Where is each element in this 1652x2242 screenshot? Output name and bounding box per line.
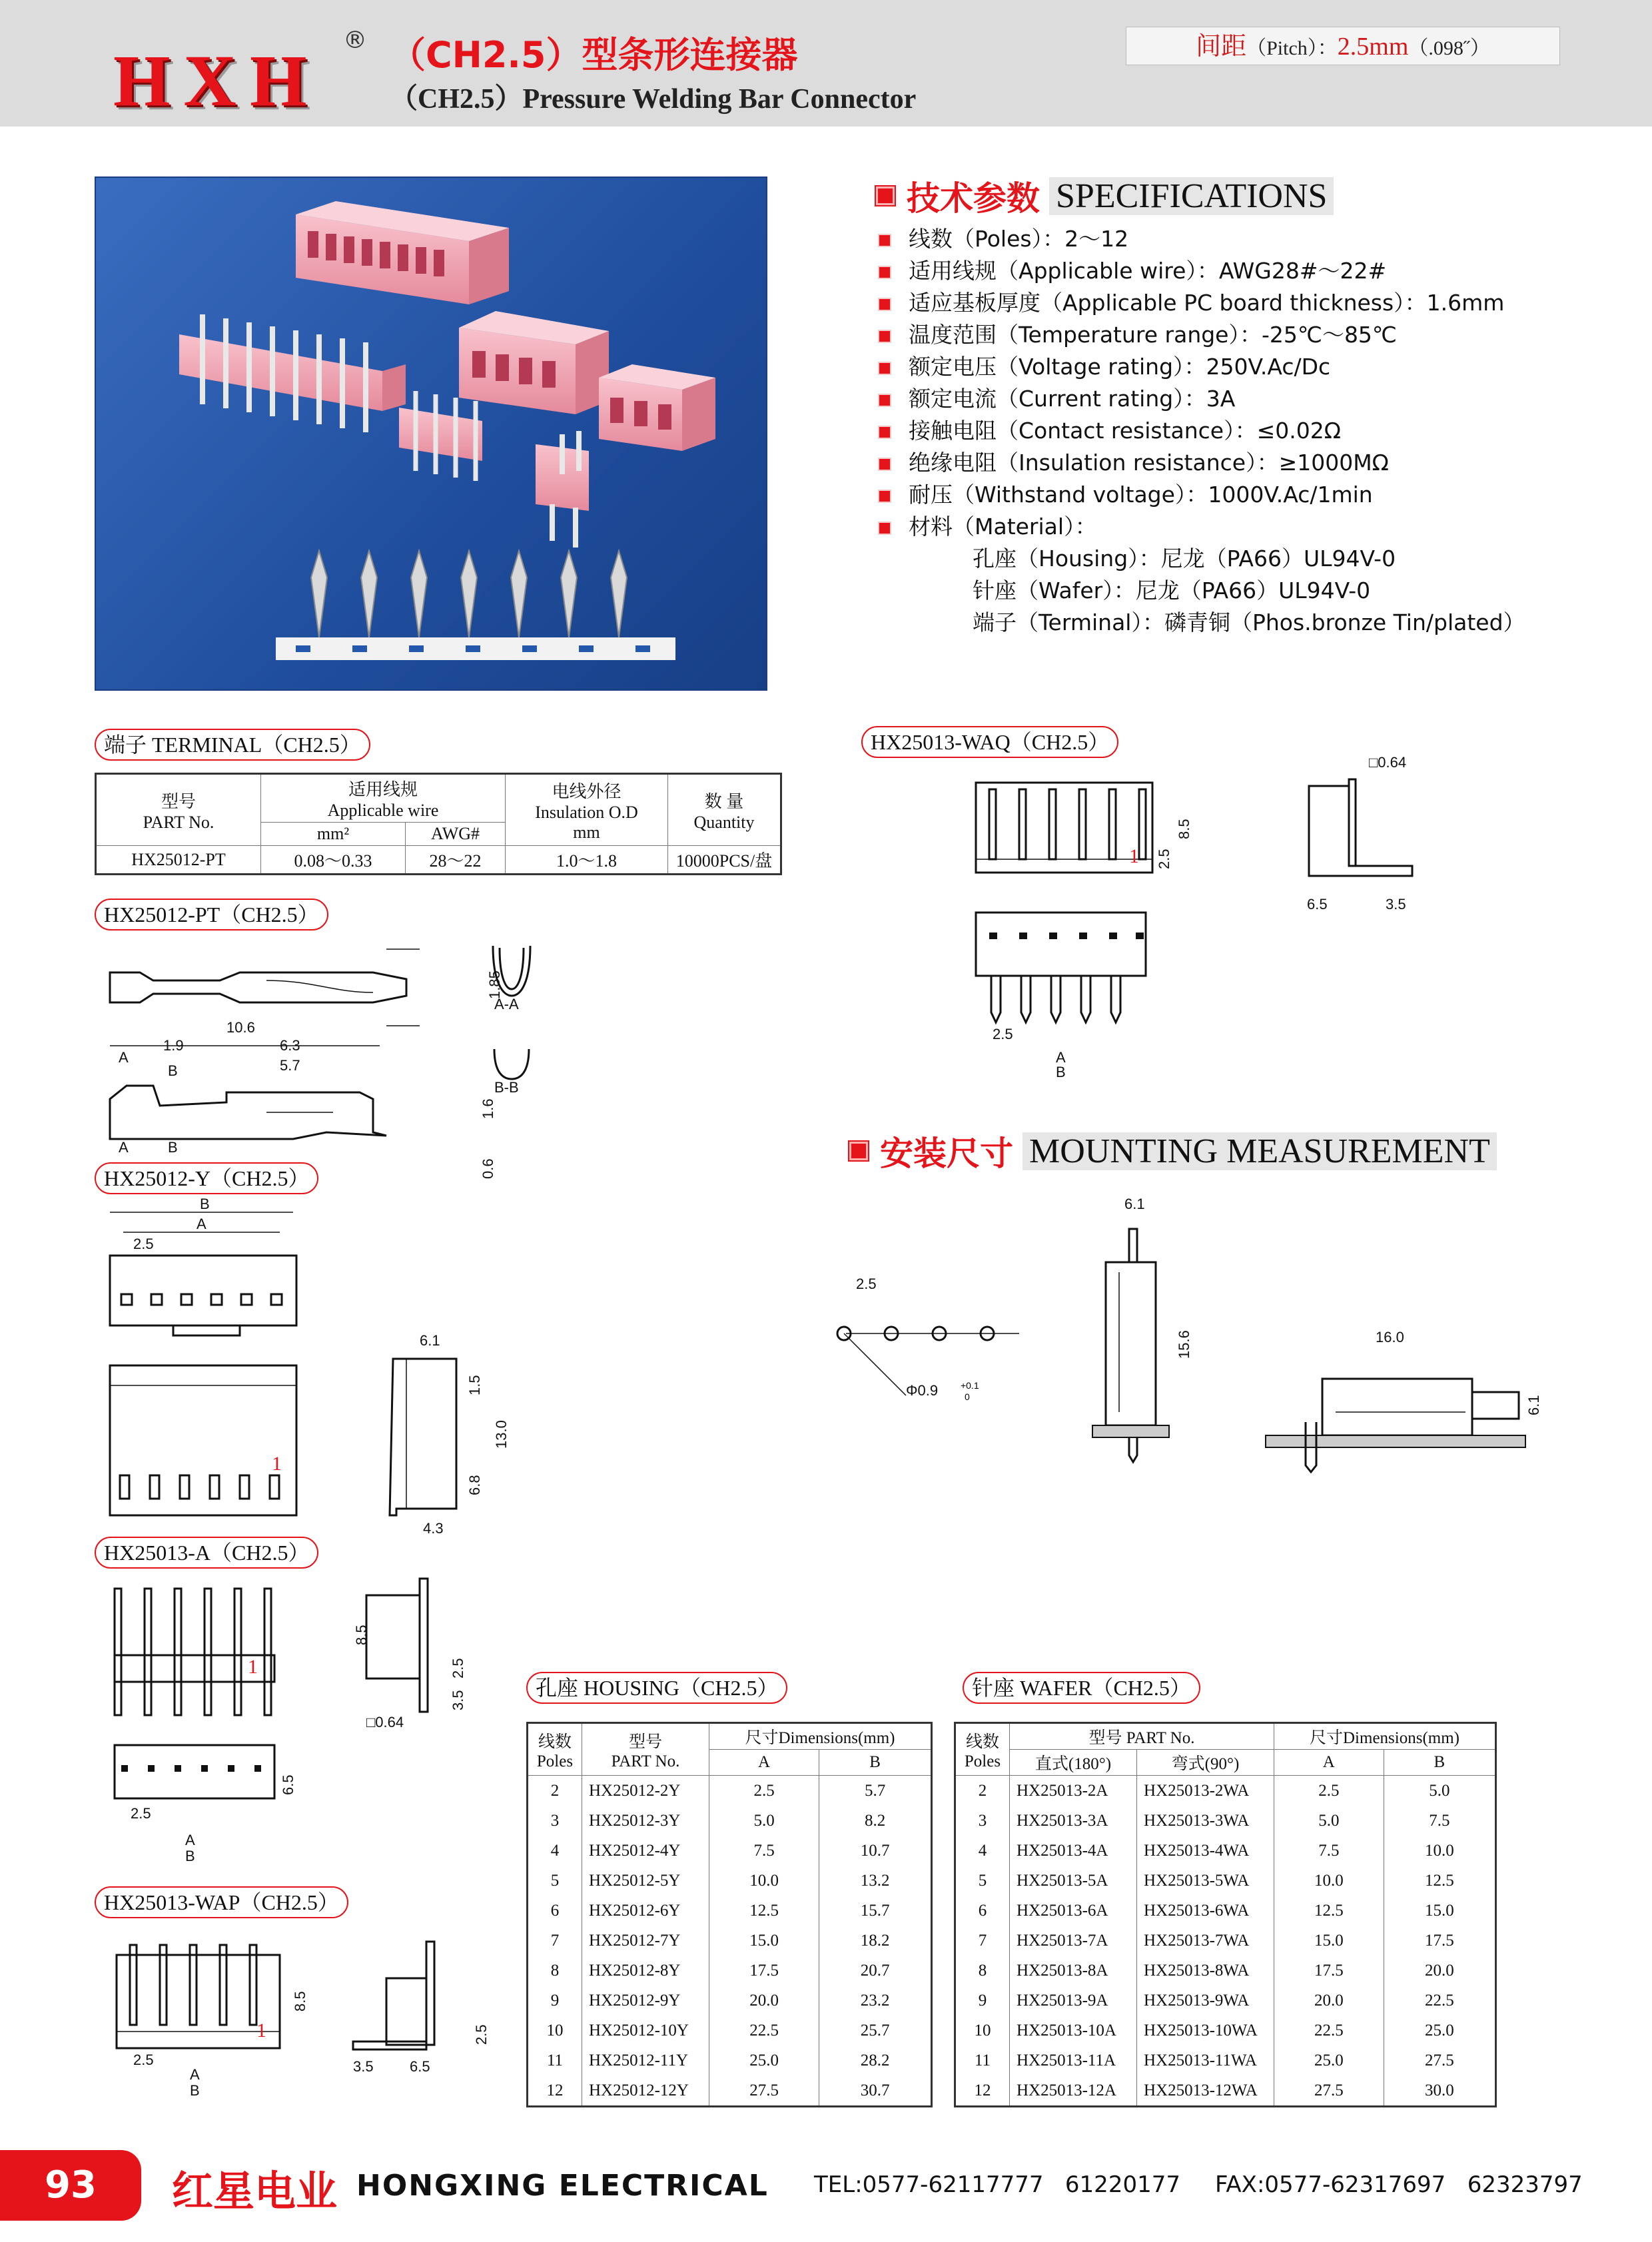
section-bb-shape bbox=[494, 1049, 529, 1079]
bullet-square-icon bbox=[849, 1142, 868, 1160]
table-cell: 9 bbox=[955, 1986, 1010, 2016]
terminal-top-view bbox=[110, 972, 406, 1002]
bullet-icon bbox=[878, 490, 891, 503]
bullet-icon bbox=[878, 394, 891, 407]
table-cell: HX25013-6WA bbox=[1137, 1896, 1274, 1926]
wafer-right-angle-photo bbox=[536, 431, 589, 548]
table-cell: 30.7 bbox=[819, 2075, 932, 2107]
hole-tolerance-bottom: 0 bbox=[965, 1391, 970, 1402]
th-part: 型号 PART No. bbox=[582, 1723, 709, 1776]
table-cell: 6 bbox=[528, 1896, 582, 1926]
table-row bbox=[955, 1986, 1496, 2016]
table-row bbox=[528, 2046, 932, 2075]
table-cell: 15.0 bbox=[1384, 1896, 1495, 1926]
spec-material: 针座（Wafer）：尼龙（PA66）UL94V-0 bbox=[973, 577, 1371, 603]
table-cell: 8.2 bbox=[819, 1806, 932, 1836]
housing-12pin-photo bbox=[296, 201, 509, 304]
table-cell: HX25013-6A bbox=[1010, 1896, 1137, 1926]
spec-item: 额定电流（Current rating）：3A bbox=[878, 383, 1525, 415]
page-number: 93 bbox=[0, 2150, 141, 2221]
table-cell: 4 bbox=[955, 1836, 1010, 1866]
table-cell: 5.0 bbox=[1274, 1806, 1384, 1836]
th-dimensions: 尺寸Dimensions(mm) bbox=[709, 1723, 932, 1750]
table-cell: 5.0 bbox=[709, 1806, 819, 1836]
waq-bottom-view bbox=[976, 913, 1146, 976]
table-cell: 6 bbox=[955, 1896, 1010, 1926]
table-cell: HX25013-5A bbox=[1010, 1866, 1137, 1896]
table-row bbox=[955, 2075, 1496, 2107]
dim-b: B bbox=[200, 1196, 210, 1212]
straight-width-dim: 6.1 bbox=[1124, 1196, 1145, 1212]
spec-material: 端子（Terminal）：磷青铜（Phos.bronze Tin/plated） bbox=[973, 609, 1525, 635]
connector-photo-illustration bbox=[96, 178, 766, 689]
table-cell: 20.0 bbox=[1384, 1956, 1495, 1986]
bullet-icon bbox=[878, 266, 891, 279]
dim-pitch: 2.5 bbox=[993, 1026, 1013, 1042]
th-part: 型号 PART No. bbox=[96, 774, 261, 846]
table-cell: HX25013-8A bbox=[1010, 1956, 1137, 1986]
table-row bbox=[528, 1896, 932, 1926]
table-cell: 25.0 bbox=[1384, 2016, 1495, 2046]
table-cell: 8 bbox=[955, 1956, 1010, 1986]
th-bent: 弯式(90°) bbox=[1137, 1750, 1274, 1776]
straight-height-dim: 15.6 bbox=[1176, 1330, 1192, 1359]
table-cell: HX25012-11Y bbox=[582, 2046, 709, 2075]
table-cell: 27.5 bbox=[1384, 2046, 1495, 2075]
dim-2-5: 2.5 bbox=[450, 1658, 466, 1679]
table-cell: 12.5 bbox=[709, 1896, 819, 1926]
wafer-label: 针座 WAFER（CH2.5） bbox=[963, 1672, 1200, 1704]
housing-front-view bbox=[110, 1365, 296, 1515]
table-cell: 7 bbox=[528, 1926, 582, 1956]
table-row bbox=[955, 1776, 1496, 1806]
dim-6-3: 6.3 bbox=[280, 1037, 300, 1054]
table-cell: 30.0 bbox=[1384, 2075, 1495, 2107]
table-cell: 22.5 bbox=[1274, 2016, 1384, 2046]
table-cell: 11 bbox=[528, 2046, 582, 2075]
table-cell: 17.5 bbox=[1274, 1956, 1384, 1986]
dim-6-5: 6.5 bbox=[410, 2058, 430, 2075]
wafer-side-view bbox=[366, 1595, 420, 1679]
table-row bbox=[955, 1836, 1496, 1866]
table-cell: 23.2 bbox=[819, 1986, 932, 2016]
table-cell: HX25012-3Y bbox=[582, 1806, 709, 1836]
y-label: HX25012-Y（CH2.5） bbox=[95, 1162, 318, 1194]
dim-3-5: 3.5 bbox=[353, 2058, 374, 2075]
table-cell: 2 bbox=[955, 1776, 1010, 1806]
housing-drawing bbox=[93, 1196, 526, 1549]
table-row bbox=[955, 1866, 1496, 1896]
specifications-list bbox=[878, 223, 1525, 639]
table-cell: 17.5 bbox=[1384, 1926, 1495, 1956]
terminal-side-view bbox=[110, 1086, 386, 1139]
bullet-icon bbox=[878, 522, 891, 535]
bullet-icon bbox=[878, 330, 891, 343]
pitch-value: 2.5mm bbox=[1337, 33, 1409, 61]
mounting-title-en: MOUNTING MEASUREMENT bbox=[1023, 1132, 1497, 1170]
hole-pitch-dim: 2.5 bbox=[856, 1276, 877, 1292]
table-cell: HX25012-12Y bbox=[582, 2075, 709, 2107]
table-cell: 9 bbox=[528, 1986, 582, 2016]
telephone: TEL:0577-62117777 61220177 bbox=[814, 2171, 1180, 2198]
table-cell: HX25013-4WA bbox=[1137, 1836, 1274, 1866]
spec-title-en: SPECIFICATIONS bbox=[1049, 177, 1334, 215]
sec-a-mark: A bbox=[119, 1049, 129, 1066]
table-row bbox=[528, 2075, 932, 2107]
housing-side-view bbox=[390, 1359, 456, 1515]
spec-title-cn: 技术参数 bbox=[907, 179, 1040, 218]
th-od: 电线外径 Insulation O.D mm bbox=[506, 774, 668, 846]
dim-8-5: 8.5 bbox=[292, 1991, 308, 2012]
hole-diameter: Φ0.9 bbox=[906, 1382, 939, 1399]
table-row bbox=[955, 1896, 1496, 1926]
product-photo bbox=[95, 177, 767, 691]
pin-one-mark: 1 bbox=[272, 1453, 282, 1475]
th-poles: 线数 Poles bbox=[528, 1723, 582, 1776]
housing-3pin-photo bbox=[599, 364, 715, 451]
pitch-box bbox=[1126, 27, 1560, 65]
cross-sections bbox=[480, 942, 560, 1102]
wafer-table bbox=[954, 1722, 1497, 2107]
wap-side-view bbox=[386, 1978, 426, 2045]
table-cell: HX25013-4A bbox=[1010, 1836, 1137, 1866]
table-cell: HX25012-8Y bbox=[582, 1956, 709, 1986]
table-cell: HX25013-7WA bbox=[1137, 1926, 1274, 1956]
dim-8-5: 8.5 bbox=[1176, 819, 1192, 839]
table-cell: 18.2 bbox=[819, 1926, 932, 1956]
a-label: HX25013-A（CH2.5） bbox=[95, 1537, 318, 1569]
table-row bbox=[528, 1806, 932, 1836]
wafer-top-view bbox=[115, 1745, 274, 1798]
th-poles: 线数 Poles bbox=[955, 1723, 1010, 1776]
pitch-label: （Pitch）： bbox=[1246, 37, 1338, 59]
dim-1-9: 1.9 bbox=[163, 1037, 184, 1054]
dim-10-6: 10.6 bbox=[226, 1019, 255, 1036]
table-cell: 5.7 bbox=[819, 1776, 932, 1806]
fax: FAX:0577-62317697 62323797 bbox=[1214, 2171, 1583, 2198]
spec-item: 绝缘电阻（Insulation resistance）：≥1000MΩ bbox=[878, 447, 1525, 479]
table-cell: 22.5 bbox=[709, 2016, 819, 2046]
th-part: 型号 PART No. bbox=[1010, 1723, 1274, 1750]
spec-item: 耐压（Withstand voltage）：1000V.Ac/1min bbox=[878, 479, 1525, 511]
straight-wafer-mounted bbox=[1106, 1262, 1156, 1425]
th-mm2: mm² bbox=[261, 823, 406, 846]
mounting-drawing bbox=[819, 1192, 1552, 1485]
table-cell: HX25012-9Y bbox=[582, 1986, 709, 2016]
dim-a: A bbox=[190, 2066, 200, 2083]
spec-item: 温度范围（Temperature range）：-25℃～85℃ bbox=[878, 319, 1525, 351]
dim-2-5-side: 2.5 bbox=[473, 2024, 490, 2045]
th-a: A bbox=[1274, 1750, 1384, 1776]
dim-2-5: 2.5 bbox=[133, 2052, 154, 2068]
pitch-inch: （.098˝） bbox=[1408, 37, 1490, 59]
dim-8-5: 8.5 bbox=[353, 1625, 370, 1645]
wafer-wap-drawing bbox=[93, 1938, 526, 2111]
title-chinese: （CH2.5）型条形连接器 bbox=[390, 34, 798, 76]
spec-item: 额定电压（Voltage rating）：250V.Ac/Dc bbox=[878, 351, 1525, 383]
th-dimensions: 尺寸Dimensions(mm) bbox=[1274, 1723, 1496, 1750]
table-cell: 12 bbox=[528, 2075, 582, 2107]
table-cell: HX25012-7Y bbox=[582, 1926, 709, 1956]
table-cell: 12.5 bbox=[1384, 1866, 1495, 1896]
table-cell: 15.0 bbox=[1274, 1926, 1384, 1956]
brand-english: HONGXING ELECTRICAL bbox=[356, 2169, 769, 2203]
table-row: HX25012-PT 0.08～0.33 28～22 1.0～1.8 10000PCS/盘 bbox=[96, 846, 781, 875]
wafer-table-body bbox=[955, 1776, 1496, 2107]
pitch-cn: 间距 bbox=[1196, 31, 1247, 61]
table-cell: 5 bbox=[528, 1866, 582, 1896]
bullet-icon bbox=[878, 458, 891, 471]
table-cell: 5.0 bbox=[1384, 1776, 1495, 1806]
dim-6-5: 6.5 bbox=[280, 1774, 296, 1795]
th-straight: 直式(180°) bbox=[1010, 1750, 1137, 1776]
dim-6-5: 6.5 bbox=[1307, 896, 1328, 913]
wafer-4pin-photo bbox=[399, 391, 482, 481]
waq-side-view bbox=[1309, 786, 1412, 876]
table-cell: 3 bbox=[528, 1806, 582, 1836]
table-cell: 10.0 bbox=[1274, 1866, 1384, 1896]
pt-label: HX25012-PT（CH2.5） bbox=[95, 899, 328, 931]
table-cell: 25.0 bbox=[1274, 2046, 1384, 2075]
dim-0-64: □0.64 bbox=[1369, 754, 1407, 771]
table-cell: 15.0 bbox=[709, 1926, 819, 1956]
section-bb-label: B-B bbox=[494, 1079, 519, 1096]
table-cell: HX25013-3WA bbox=[1137, 1806, 1274, 1836]
table-cell: HX25013-7A bbox=[1010, 1926, 1137, 1956]
table-cell: HX25012-4Y bbox=[582, 1836, 709, 1866]
wafer-waq-drawing bbox=[959, 753, 1485, 1099]
terminal-label: 端子 TERMINAL（CH2.5） bbox=[95, 729, 370, 761]
table-cell: 10 bbox=[955, 2016, 1010, 2046]
dim-6-1: 6.1 bbox=[420, 1332, 440, 1349]
dim-0-64: □0.64 bbox=[366, 1714, 404, 1730]
table-cell: 17.5 bbox=[709, 1956, 819, 1986]
brand-chinese: 红星电业 bbox=[172, 2167, 338, 2215]
table-cell: 11 bbox=[955, 2046, 1010, 2075]
table-cell: 10 bbox=[528, 2016, 582, 2046]
dim-1-5: 1.5 bbox=[466, 1375, 483, 1395]
table-row bbox=[528, 1986, 932, 2016]
th-wire: 适用线规 Applicable wire bbox=[261, 774, 506, 823]
table-cell: 22.5 bbox=[1384, 1986, 1495, 2016]
housing-top-view bbox=[110, 1256, 296, 1325]
spec-item: 适应基板厚度（Applicable PC board thickness）：1.6mm bbox=[878, 287, 1525, 319]
contact-info bbox=[814, 2171, 1583, 2198]
table-cell: 3 bbox=[955, 1806, 1010, 1836]
table-cell: 12 bbox=[955, 2075, 1010, 2107]
table-cell: 28.2 bbox=[819, 2046, 932, 2075]
dim-b: B bbox=[1056, 1064, 1066, 1080]
table-cell: HX25013-12A bbox=[1010, 2075, 1137, 2107]
sec-b-mark-2: B bbox=[168, 1139, 178, 1156]
table-cell: HX25013-11A bbox=[1010, 2046, 1137, 2075]
bullet-icon bbox=[878, 362, 891, 375]
terminal-strip-photo bbox=[276, 551, 675, 660]
table-row bbox=[528, 1926, 932, 1956]
specifications-heading bbox=[876, 172, 1334, 218]
table-cell: 20.0 bbox=[709, 1986, 819, 2016]
spec-item: 线数（Poles）：2～12 bbox=[878, 223, 1525, 255]
mounting-heading bbox=[849, 1127, 1497, 1175]
wafer-straight-drawing bbox=[93, 1572, 526, 1865]
table-cell: 15.7 bbox=[819, 1896, 932, 1926]
dim-b: B bbox=[190, 2082, 200, 2099]
table-cell: 7.5 bbox=[709, 1836, 819, 1866]
spec-item: 接触电阻（Contact resistance）：≤0.02Ω bbox=[878, 415, 1525, 447]
table-row bbox=[955, 2046, 1496, 2075]
right-angle-length-dim: 16.0 bbox=[1376, 1329, 1404, 1345]
wap-label: HX25013-WAP（CH2.5） bbox=[95, 1886, 348, 1918]
bullet-icon bbox=[878, 234, 891, 247]
bullet-square-icon bbox=[876, 187, 895, 205]
dim-a: A bbox=[185, 1832, 195, 1848]
table-cell: 25.7 bbox=[819, 2016, 932, 2046]
table-row bbox=[955, 1956, 1496, 1986]
dim-4-3: 4.3 bbox=[423, 1520, 444, 1537]
table-cell: 20.0 bbox=[1274, 1986, 1384, 2016]
pcb-board bbox=[1092, 1425, 1169, 1437]
table-row bbox=[528, 1836, 932, 1866]
table-cell: 20.7 bbox=[819, 1956, 932, 1986]
table-cell: 27.5 bbox=[1274, 2075, 1384, 2107]
th-qty: 数 量 Quantity bbox=[668, 774, 781, 846]
spec-item: 材料（Material）： bbox=[878, 511, 1525, 543]
table-row bbox=[528, 1866, 932, 1896]
contact-spring bbox=[266, 980, 373, 992]
table-cell: 10.0 bbox=[1384, 1836, 1495, 1866]
table-cell: 5 bbox=[955, 1866, 1010, 1896]
right-angle-wafer-mounted bbox=[1322, 1379, 1472, 1435]
title-english: （CH2.5）Pressure Welding Bar Connector bbox=[390, 84, 917, 115]
table-cell: HX25013-8WA bbox=[1137, 1956, 1274, 1986]
table-cell: HX25012-6Y bbox=[582, 1896, 709, 1926]
dim-3-5: 3.5 bbox=[1386, 896, 1406, 913]
company-logo: HXH bbox=[113, 40, 320, 121]
table-cell: 27.5 bbox=[709, 2075, 819, 2107]
wap-front-view bbox=[117, 1955, 280, 2048]
dim-5-7: 5.7 bbox=[280, 1057, 300, 1074]
pin-one-mark: 1 bbox=[248, 1656, 258, 1678]
waq-label: HX25013-WAQ（CH2.5） bbox=[861, 726, 1118, 758]
table-row bbox=[955, 1806, 1496, 1836]
table-cell: HX25012-2Y bbox=[582, 1776, 709, 1806]
table-row bbox=[528, 2016, 932, 2046]
housing-4pin-photo bbox=[459, 311, 609, 414]
mounting-title-cn: 安装尺寸 bbox=[880, 1134, 1013, 1173]
table-cell: HX25013-5WA bbox=[1137, 1866, 1274, 1896]
table-cell: HX25013-12WA bbox=[1137, 2075, 1274, 2107]
spec-material: 孔座（Housing）：尼龙（PA66）UL94V-0 bbox=[973, 546, 1396, 571]
dim-3-5: 3.5 bbox=[450, 1690, 466, 1710]
housing-table-body bbox=[528, 1776, 932, 2107]
right-angle-height-dim: 6.1 bbox=[1525, 1395, 1542, 1415]
table-cell: 2.5 bbox=[1274, 1776, 1384, 1806]
table-cell: 12.5 bbox=[1274, 1896, 1384, 1926]
table-cell: 10.7 bbox=[819, 1836, 932, 1866]
dim-2-5: 2.5 bbox=[133, 1236, 154, 1252]
table-cell: 4 bbox=[528, 1836, 582, 1866]
bullet-icon bbox=[878, 426, 891, 439]
table-row bbox=[528, 1776, 932, 1806]
table-cell: HX25012-10Y bbox=[582, 2016, 709, 2046]
hole-tolerance-top: +0.1 bbox=[961, 1380, 979, 1391]
th-awg: AWG# bbox=[406, 823, 506, 846]
dim-pitch: 2.5 bbox=[131, 1805, 151, 1822]
th-a: A bbox=[709, 1750, 819, 1776]
table-cell: 8 bbox=[528, 1956, 582, 1986]
dim-0-6: 0.6 bbox=[480, 1158, 496, 1179]
table-cell: 7 bbox=[955, 1926, 1010, 1956]
wafer-12pin-photo bbox=[179, 314, 406, 432]
table-cell: 2 bbox=[528, 1776, 582, 1806]
dim-a: A bbox=[197, 1216, 206, 1232]
dim-6-8: 6.8 bbox=[466, 1475, 483, 1495]
table-cell: 7.5 bbox=[1384, 1806, 1495, 1836]
table-cell: HX25013-2A bbox=[1010, 1776, 1137, 1806]
table-cell: HX25013-3A bbox=[1010, 1806, 1137, 1836]
th-b: B bbox=[819, 1750, 932, 1776]
registered-mark: ® bbox=[343, 27, 367, 54]
table-row bbox=[528, 1956, 932, 1986]
table-row bbox=[955, 1926, 1496, 1956]
housing-table bbox=[526, 1722, 933, 2107]
dim-2-5: 2.5 bbox=[1156, 849, 1172, 869]
pin-one-mark: 1 bbox=[1129, 845, 1139, 867]
dim-1-85: 1.85 bbox=[486, 970, 503, 999]
bullet-icon bbox=[878, 298, 891, 311]
section-aa-label: A-A bbox=[494, 996, 519, 1012]
terminal-table bbox=[95, 773, 782, 875]
table-cell: HX25013-9WA bbox=[1137, 1986, 1274, 2016]
dim-13-0: 13.0 bbox=[493, 1420, 510, 1449]
table-cell: HX25013-9A bbox=[1010, 1986, 1137, 2016]
pin-one-mark: 1 bbox=[256, 2020, 266, 2042]
dim-a: A bbox=[1056, 1049, 1066, 1066]
table-cell: 25.0 bbox=[709, 2046, 819, 2075]
dim-b: B bbox=[185, 1848, 195, 1864]
spec-item: 适用线规（Applicable wire）：AWG28#～22# bbox=[878, 255, 1525, 287]
table-cell: 13.2 bbox=[819, 1866, 932, 1896]
table-cell: HX25012-5Y bbox=[582, 1866, 709, 1896]
housing-label: 孔座 HOUSING（CH2.5） bbox=[526, 1672, 787, 1704]
table-cell: HX25013-2WA bbox=[1137, 1776, 1274, 1806]
table-cell: HX25013-11WA bbox=[1137, 2046, 1274, 2075]
th-b: B bbox=[1384, 1750, 1495, 1776]
table-cell: 10.0 bbox=[709, 1866, 819, 1896]
sec-b-mark: B bbox=[168, 1062, 178, 1079]
table-row bbox=[955, 2016, 1496, 2046]
sec-a-mark-2: A bbox=[119, 1139, 129, 1156]
dim-1-6: 1.6 bbox=[480, 1098, 496, 1119]
table-cell: HX25013-10WA bbox=[1137, 2016, 1274, 2046]
table-cell: HX25013-10A bbox=[1010, 2016, 1137, 2046]
table-cell: 2.5 bbox=[709, 1776, 819, 1806]
table-cell: 7.5 bbox=[1274, 1836, 1384, 1866]
